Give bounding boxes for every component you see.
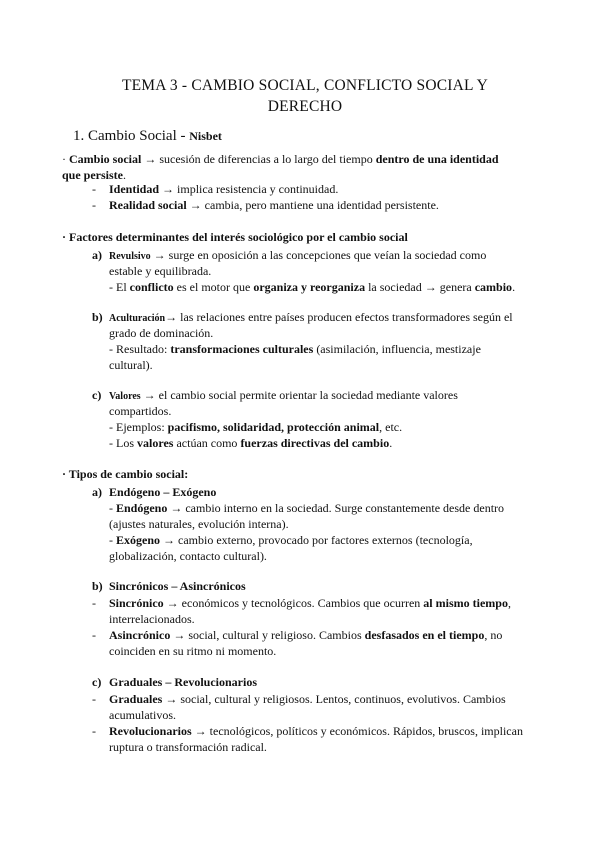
factor-c-line-2: compartidos. [109, 404, 172, 418]
text: . [389, 436, 393, 450]
term: Valores [109, 391, 141, 402]
subheading: Endógeno – Exógeno [109, 485, 217, 499]
factor-a-line-3 [109, 279, 515, 295]
list-marker: a) [92, 485, 102, 499]
factor-b-line-4: cultural). [109, 358, 153, 372]
list-marker: - [92, 596, 96, 610]
text: → surge en oposición a las concepciones que veían la sociedad como [150, 248, 487, 262]
section-heading-text: 1. Cambio Social - [73, 128, 190, 144]
list-marker: b) [92, 579, 103, 593]
type-b-item-1-line-2: interrelacionados. [109, 612, 195, 626]
factor-c-line-3 [109, 419, 402, 435]
text: - El [109, 280, 130, 294]
text: → el cambio social permite orientar la sociedad mediante valores [140, 388, 458, 402]
type-b-item-2-line-2: coinciden en su ritmo ni momento. [109, 644, 277, 658]
term: valores [137, 436, 174, 450]
term: Asincrónico [109, 628, 171, 642]
subheading: Sincrónicos – Asincrónicos [109, 579, 246, 593]
type-c-item-2-line-2: ruptura o transformación radical. [109, 740, 267, 754]
heading-text: · Factores determinantes del interés sociológico por el cambio social [62, 230, 408, 244]
text: → social, cultural y religioso. Cambios [170, 628, 365, 642]
text: , etc. [379, 420, 403, 434]
list-marker: - [92, 182, 96, 196]
factor-b-line-2: grado de dominación. [109, 326, 214, 340]
list-item-social-reality [109, 197, 439, 213]
text: - Ejemplos: [109, 420, 168, 434]
list-marker: b) [92, 310, 103, 324]
text: es el motor que [173, 280, 254, 294]
type-b-item-2 [109, 627, 502, 643]
term: Endógeno [116, 501, 168, 515]
term: organiza y reorganiza [253, 280, 366, 294]
list-marker: - [92, 628, 96, 642]
type-a-heading [109, 484, 216, 500]
term: Cambio social [69, 152, 142, 166]
text: → implica resistencia y continuidad. [159, 182, 339, 196]
factors-heading [62, 229, 408, 245]
intro-line-1 [62, 151, 499, 167]
text: actúan como [173, 436, 241, 450]
type-a-line-4: globalización, contacto cultural). [109, 549, 267, 563]
title-line-1: TEMA 3 - CAMBIO SOCIAL, CONFLICTO SOCIAL Y [121, 77, 489, 94]
text: (asimilación, influencia, mestizaje [313, 342, 481, 356]
text: → cambio externo, provocado por factores externos (tecnología, [160, 533, 473, 547]
text: , [507, 596, 511, 610]
list-marker: - [92, 724, 96, 738]
type-c-item-1 [109, 691, 506, 707]
term: al mismo tiempo [423, 596, 508, 610]
list-item-identity [109, 181, 338, 197]
list-marker: - [92, 692, 96, 706]
term: Aculturación [109, 313, 166, 324]
text: → las relaciones entre países producen efectos transformadores según el [165, 310, 513, 324]
text: - [109, 533, 116, 547]
term: desfasados en el tiempo [364, 628, 485, 642]
text: . [512, 280, 516, 294]
text: → económicos y tecnológicos. Cambios que ocurren [163, 596, 424, 610]
term: dentro de una identidad [375, 152, 499, 166]
type-a-line-1 [109, 500, 504, 516]
text: - Los [109, 436, 137, 450]
document-title [60, 75, 550, 117]
text: la sociedad → genera [365, 280, 475, 294]
factor-a-line-2: estable y equilibrada. [109, 264, 212, 278]
subheading: Graduales – Revolucionarios [109, 675, 258, 689]
term: conflicto [129, 280, 174, 294]
factor-c-line-4 [109, 435, 392, 451]
list-marker: - [92, 198, 96, 212]
term: pacifismo, solidaridad, protección animal [167, 420, 380, 434]
term: Revolucionarios [109, 724, 192, 738]
term: transformaciones culturales [170, 342, 314, 356]
term: cambio [474, 280, 513, 294]
list-marker: c) [92, 388, 102, 402]
factor-b-line-3 [109, 341, 481, 357]
term: que persiste [62, 168, 123, 182]
type-b-item-1 [109, 595, 511, 611]
term: Identidad [109, 182, 160, 196]
section-author: Nisbet [189, 129, 222, 143]
title-line-2: DERECHO [267, 98, 343, 115]
text: → sucesión de diferencias a lo largo del tiempo [141, 152, 376, 166]
type-a-line-2: (ajustes naturales, evolución interna). [109, 517, 289, 531]
heading-text: · Tipos de cambio social: [62, 467, 189, 481]
list-marker: c) [92, 675, 102, 689]
term: fuerzas directivas del cambio [240, 436, 390, 450]
type-b-heading [109, 578, 246, 594]
text: , no [484, 628, 503, 642]
term: Exógeno [116, 533, 161, 547]
section-heading [73, 128, 222, 145]
text: → cambio interno en la sociedad. Surge constantemente desde dentro [167, 501, 505, 515]
text: → social, cultural y religiosos. Lentos, continuos, evolutivos. Cambios [162, 692, 506, 706]
type-c-heading [109, 674, 257, 690]
text: . [123, 168, 126, 182]
term: Graduales [109, 692, 163, 706]
type-c-item-2 [109, 723, 523, 739]
term: Sincrónico [109, 596, 164, 610]
term: Realidad social [109, 198, 187, 212]
term: Revulsivo [109, 251, 151, 262]
text: - Resultado: [109, 342, 171, 356]
text: - [109, 501, 116, 515]
type-a-line-3 [109, 532, 473, 548]
list-marker: a) [92, 248, 102, 262]
types-heading [62, 466, 188, 482]
type-c-item-1-line-2: acumulativos. [109, 708, 176, 722]
text: → cambia, pero mantiene una identidad persistente. [186, 198, 439, 212]
bullet: · [62, 152, 66, 166]
text: → tecnológicos, políticos y económicos. Rápidos, bruscos, implican [191, 724, 523, 738]
